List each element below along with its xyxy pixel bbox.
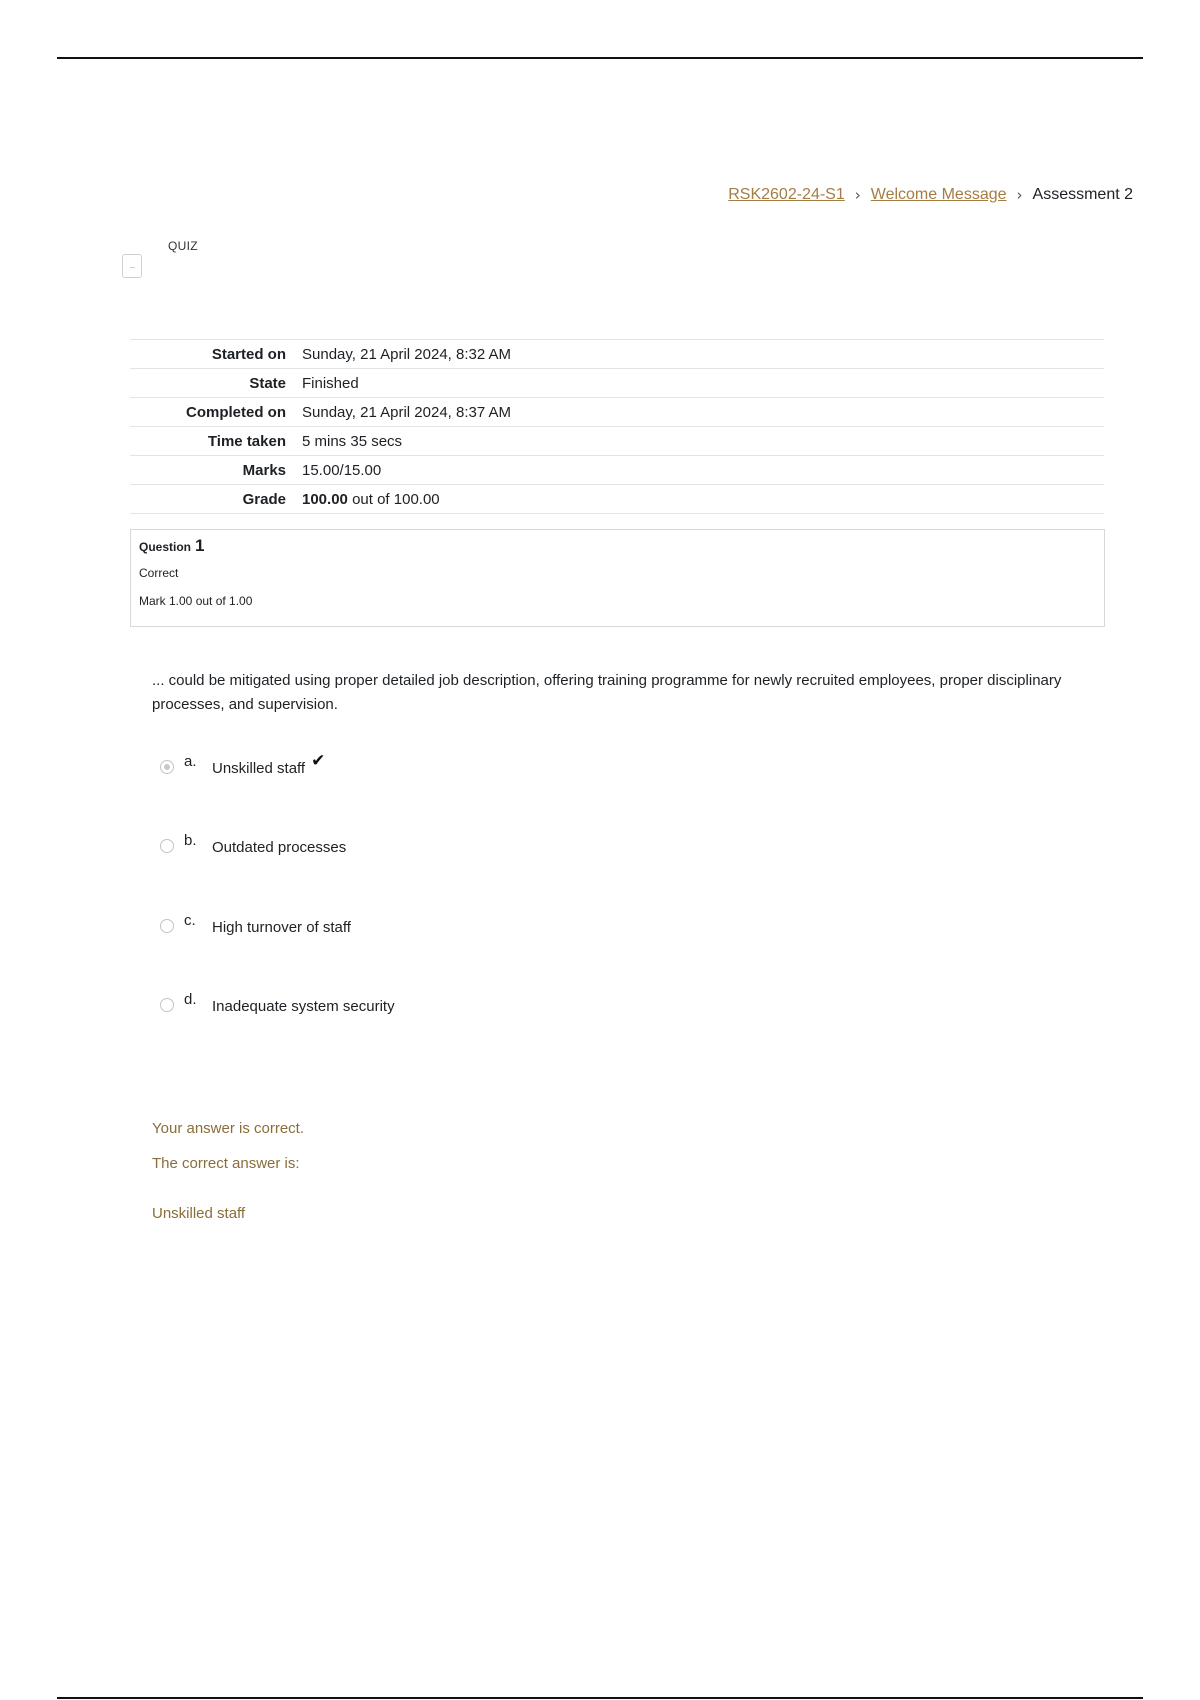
- answer-option-b[interactable]: [160, 832, 346, 856]
- activity-type-label: QUIZ: [168, 239, 198, 253]
- answer-letter: b.: [184, 832, 197, 849]
- summary-label: State: [249, 374, 286, 392]
- quiz-icon: [122, 254, 142, 278]
- radio-button-selected[interactable]: [160, 760, 174, 774]
- summary-value: Sunday, 21 April 2024, 8:32 AM: [302, 345, 512, 363]
- summary-value: 15.00/15.00: [302, 461, 382, 479]
- grade-score: 100.00: [302, 490, 348, 508]
- breadcrumb-course-link[interactable]: RSK2602-24-S1: [728, 186, 845, 203]
- answer-label: Inadequate system security: [212, 998, 395, 1015]
- answer-letter: c.: [184, 912, 196, 929]
- question-text: ... could be mitigated using proper detailed job description, offering training programme for newly recruited employees, proper disciplinary processes, and supervision.: [152, 672, 1062, 713]
- radio-button[interactable]: [160, 919, 174, 933]
- summary-label: Completed on: [186, 403, 286, 421]
- answer-option-a[interactable]: [160, 753, 325, 777]
- grade-out-of: out of 100.00: [352, 490, 440, 508]
- answer-label: High turnover of staff: [212, 919, 351, 936]
- feedback-correct-answer: Unskilled staff: [152, 1205, 246, 1222]
- summary-row-state: [130, 369, 1104, 398]
- chevron-right-icon: ›: [854, 186, 861, 204]
- question-number-value: 1: [195, 536, 205, 555]
- radio-button[interactable]: [160, 998, 174, 1012]
- summary-label: Grade: [242, 490, 286, 508]
- summary-value: 5 mins 35 secs: [302, 432, 403, 450]
- answer-letter: a.: [184, 753, 197, 770]
- question-label: Question: [139, 540, 192, 554]
- question-info-box: [130, 529, 1105, 627]
- page-top-rule: [57, 57, 1143, 59]
- breadcrumb: [728, 186, 1133, 204]
- summary-row-started: [130, 340, 1104, 369]
- summary-row-marks: [130, 456, 1104, 485]
- question-mark: Mark 1.00 out of 1.00: [139, 594, 253, 608]
- answer-label: Outdated processes: [212, 839, 347, 856]
- question-state: Correct: [139, 566, 179, 580]
- attempt-summary-table: [130, 339, 1104, 514]
- feedback-result: Your answer is correct.: [152, 1120, 305, 1137]
- question-number: [139, 536, 1096, 556]
- summary-label: Time taken: [207, 432, 286, 450]
- feedback-correct-intro: The correct answer is:: [152, 1155, 300, 1172]
- answer-option-d[interactable]: [160, 991, 395, 1015]
- answer-option-c[interactable]: [160, 912, 351, 936]
- breadcrumb-section-link[interactable]: Welcome Message: [870, 186, 1007, 203]
- radio-button[interactable]: [160, 839, 174, 853]
- chevron-right-icon: ›: [1016, 186, 1023, 204]
- answer-label: Unskilled staff: [212, 760, 306, 777]
- summary-value: Sunday, 21 April 2024, 8:37 AM: [302, 403, 512, 421]
- answer-letter: d.: [184, 991, 197, 1008]
- summary-label: Marks: [242, 461, 286, 479]
- breadcrumb-current: Assessment 2: [1032, 186, 1133, 203]
- summary-value: [302, 485, 1104, 514]
- summary-label: Started on: [211, 345, 286, 363]
- page-bottom-rule: [57, 1697, 1143, 1699]
- summary-row-time-taken: [130, 427, 1104, 456]
- summary-row-completed: [130, 398, 1104, 427]
- summary-value: Finished: [302, 374, 359, 392]
- checkmark-icon: ✔: [311, 751, 326, 770]
- summary-row-grade: [130, 485, 1104, 514]
